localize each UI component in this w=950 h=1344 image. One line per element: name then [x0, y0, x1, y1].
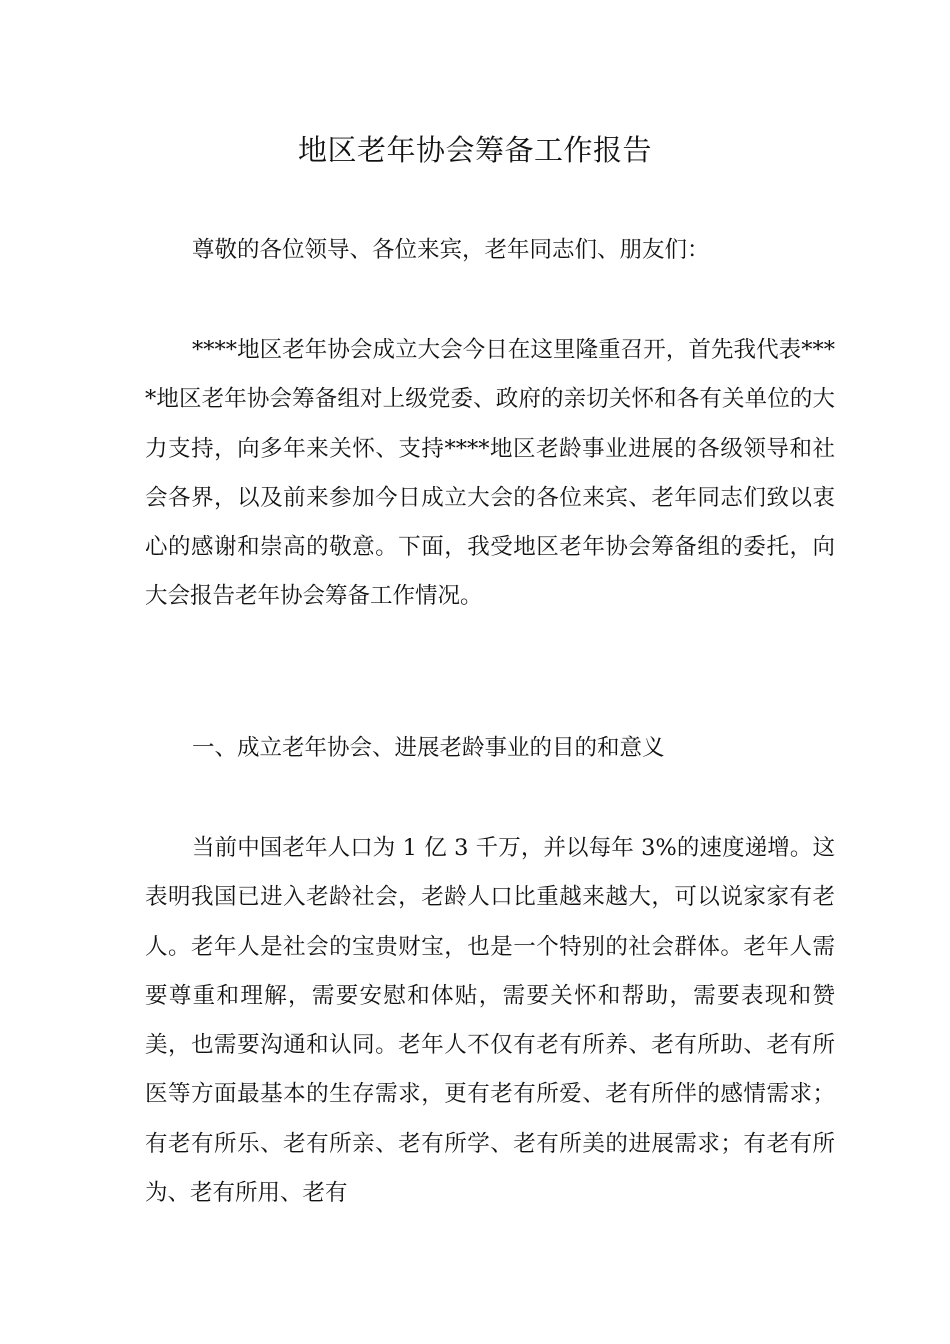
section-heading: 一、成立老年协会、进展老龄事业的目的和意义	[192, 735, 665, 761]
body-paragraph: 当前中国老年人口为 1 亿 3 千万，并以每年 3%的速度递增。这表明我国已进入老龄社会，老龄人口比重越来越大，可以说家家有老人。老年人是社会的宝贵财宝，也是一个特别的社会群体。老年人需要尊重和理解，需要安慰和体贴，需要关怀和帮助，需要表现和赞美，也需要沟通和认同。老年人不仅有老有所养、老有所助、老有所医等方面最基本的生存需求，更有老有所爱、老有所伴的感情需求；有老有所乐、老有所亲、老有所学、老有所美的进展需求；有老有所为、老有所用、老有	[145, 835, 835, 1207]
document-title: 地区老年协会筹备工作报告	[297, 133, 652, 167]
opening-paragraph: ****地区老年协会成立大会今日在这里隆重召开，首先我代表****地区老年协会筹备组对上级党委、政府的亲切关怀和各有关单位的大力支持，向多年来关怀、支持****地区老龄事业进展的各级领导和社会各界，以及前来参加今日成立大会的各位来宾、老年同志们致以衷心的感谢和崇高的敬意。下面，我受地区老年协会筹备组的委托，向大会报告老年协会筹备工作情况。	[145, 337, 835, 610]
greeting-line: 尊敬的各位领导、各位来宾，老年同志们、朋友们：	[192, 237, 710, 263]
